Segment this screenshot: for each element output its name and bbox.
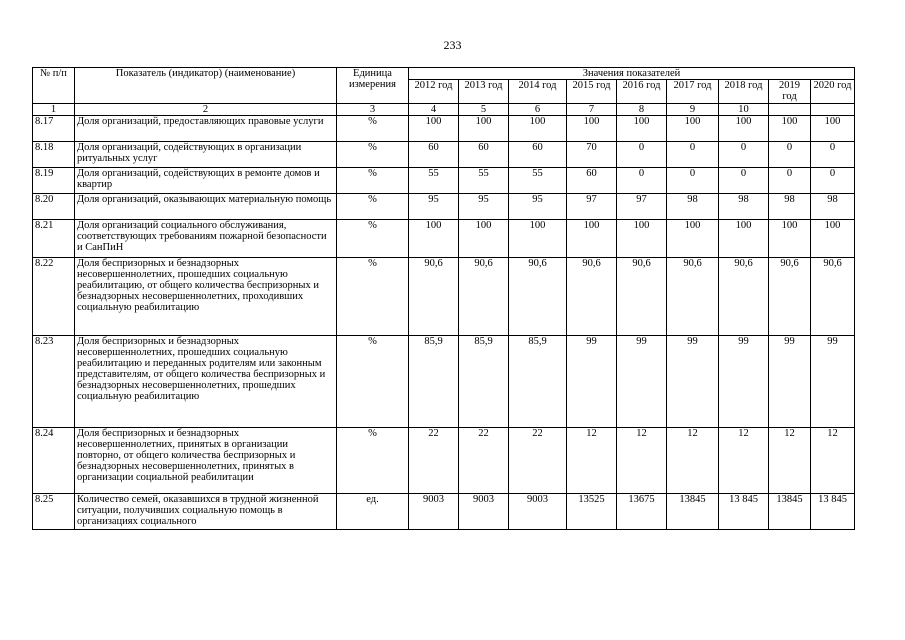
row-value: 13 845 (719, 494, 769, 530)
row-value: 12 (769, 428, 811, 494)
row-value: 100 (811, 220, 855, 258)
row-value: 0 (667, 142, 719, 168)
column-number: 10 (719, 104, 769, 116)
row-value: 22 (459, 428, 509, 494)
row-indicator: Доля организаций, предоставляющих правовые услуги (75, 116, 337, 142)
row-value: 97 (617, 194, 667, 220)
row-value: 90,6 (617, 258, 667, 336)
row-number: 8.19 (33, 168, 75, 194)
row-number: 8.21 (33, 220, 75, 258)
row-value: 55 (459, 168, 509, 194)
row-value: 60 (409, 142, 459, 168)
table-body (33, 116, 855, 530)
row-value: 12 (811, 428, 855, 494)
header-year: 2017 год (667, 80, 719, 104)
row-value: 13675 (617, 494, 667, 530)
row-number: 8.23 (33, 336, 75, 428)
row-number: 8.22 (33, 258, 75, 336)
row-value: 100 (617, 220, 667, 258)
row-number: 8.20 (33, 194, 75, 220)
row-indicator: Доля беспризорных и безнадзорных несовершеннолетних, прошедших социальную реабилитацию, от общего количества беспризорных и безнадзорных несовершеннолетних, проходивших социальную реабилитацию (75, 258, 337, 336)
row-value: 0 (769, 168, 811, 194)
row-value: 0 (719, 168, 769, 194)
table-row (33, 116, 855, 142)
row-value: 9003 (459, 494, 509, 530)
row-value: 0 (617, 142, 667, 168)
row-value: 13 845 (811, 494, 855, 530)
row-indicator: Доля беспризорных и безнадзорных несовершеннолетних, прошедших социальную реабилитацию и переданных родителям или законным представителям, от общего количества беспризорных и безнадзорных несовершеннолетних, прошедших социальную реабилитацию (75, 336, 337, 428)
row-value: 90,6 (509, 258, 567, 336)
row-value: 85,9 (509, 336, 567, 428)
header-year: 2016 год (617, 80, 667, 104)
row-value: 90,6 (567, 258, 617, 336)
row-value: 60 (509, 142, 567, 168)
column-number: 7 (567, 104, 617, 116)
row-value: 98 (719, 194, 769, 220)
row-value: 97 (567, 194, 617, 220)
row-value: 98 (769, 194, 811, 220)
row-value: 100 (459, 116, 509, 142)
column-number-row (33, 104, 855, 116)
row-value: 98 (811, 194, 855, 220)
table-row (33, 258, 855, 336)
row-value: 12 (617, 428, 667, 494)
row-value: 13845 (769, 494, 811, 530)
header-year: 2018 год (719, 80, 769, 104)
row-value: 100 (567, 116, 617, 142)
row-value: 100 (617, 116, 667, 142)
row-unit: % (337, 168, 409, 194)
row-unit: % (337, 428, 409, 494)
table-row (33, 494, 855, 530)
row-unit: % (337, 336, 409, 428)
row-value: 100 (459, 220, 509, 258)
row-value: 90,6 (667, 258, 719, 336)
row-value: 90,6 (769, 258, 811, 336)
header-values: Значения показателей (409, 68, 855, 80)
row-value: 13525 (567, 494, 617, 530)
row-value: 100 (509, 220, 567, 258)
row-unit: ед. (337, 494, 409, 530)
row-value: 55 (409, 168, 459, 194)
header-year: 2020 год (811, 80, 855, 104)
row-value: 0 (811, 142, 855, 168)
row-value: 70 (567, 142, 617, 168)
row-value: 100 (667, 220, 719, 258)
row-value: 100 (409, 116, 459, 142)
header-year: 2019 год (769, 80, 811, 104)
row-number: 8.24 (33, 428, 75, 494)
row-unit: % (337, 116, 409, 142)
row-value: 22 (509, 428, 567, 494)
row-value: 22 (409, 428, 459, 494)
row-value: 13845 (667, 494, 719, 530)
row-value: 95 (459, 194, 509, 220)
row-value: 90,6 (719, 258, 769, 336)
table-row (33, 336, 855, 428)
column-number (811, 104, 855, 116)
header-indicator: Показатель (индикатор) (наименование) (75, 68, 337, 104)
row-unit: % (337, 142, 409, 168)
row-indicator: Количество семей, оказавшихся в трудной жизненной ситуации, получивших социальную помощь в организациях социального (75, 494, 337, 530)
row-value: 0 (667, 168, 719, 194)
row-value: 0 (769, 142, 811, 168)
column-number: 6 (509, 104, 567, 116)
row-unit: % (337, 258, 409, 336)
row-value: 0 (617, 168, 667, 194)
row-value: 100 (719, 116, 769, 142)
row-value: 60 (459, 142, 509, 168)
column-number: 5 (459, 104, 509, 116)
row-indicator: Доля беспризорных и безнадзорных несовершеннолетних, принятых в организации повторно, от общего количества беспризорных и безнадзорных несовершеннолетних, принятых в организации социальной реабилитации (75, 428, 337, 494)
column-number: 3 (337, 104, 409, 116)
row-value: 12 (719, 428, 769, 494)
row-value: 90,6 (811, 258, 855, 336)
column-number: 9 (667, 104, 719, 116)
row-value: 90,6 (409, 258, 459, 336)
row-value: 99 (769, 336, 811, 428)
row-value: 100 (509, 116, 567, 142)
row-indicator: Доля организаций, содействующих в организации ритуальных услуг (75, 142, 337, 168)
row-value: 100 (719, 220, 769, 258)
column-number (769, 104, 811, 116)
row-value: 100 (769, 116, 811, 142)
row-value: 85,9 (459, 336, 509, 428)
column-number: 1 (33, 104, 75, 116)
row-value: 99 (811, 336, 855, 428)
table-row (33, 142, 855, 168)
table-row (33, 194, 855, 220)
row-number: 8.17 (33, 116, 75, 142)
row-value: 99 (617, 336, 667, 428)
row-value: 100 (769, 220, 811, 258)
row-value: 60 (567, 168, 617, 194)
column-number: 8 (617, 104, 667, 116)
row-number: 8.18 (33, 142, 75, 168)
row-value: 0 (719, 142, 769, 168)
page-number: 233 (443, 38, 462, 52)
column-number: 2 (75, 104, 337, 116)
row-number: 8.25 (33, 494, 75, 530)
header-year: 2015 год (567, 80, 617, 104)
row-indicator: Доля организаций социального обслуживания, соответствующих требованиям пожарной безопасности и СанПиН (75, 220, 337, 258)
row-unit: % (337, 220, 409, 258)
row-value: 0 (811, 168, 855, 194)
row-value: 12 (567, 428, 617, 494)
row-value: 95 (409, 194, 459, 220)
table-row (33, 220, 855, 258)
row-value: 85,9 (409, 336, 459, 428)
row-value: 99 (719, 336, 769, 428)
row-value: 98 (667, 194, 719, 220)
header-num: № п/п (33, 68, 75, 104)
row-value: 99 (567, 336, 617, 428)
row-value: 100 (811, 116, 855, 142)
row-value: 95 (509, 194, 567, 220)
header-year: 2014 год (509, 80, 567, 104)
indicators-table (32, 67, 855, 530)
header-unit: Единица измерения (337, 68, 409, 104)
row-value: 90,6 (459, 258, 509, 336)
row-unit: % (337, 194, 409, 220)
table-row (33, 428, 855, 494)
row-value: 100 (667, 116, 719, 142)
row-value: 9003 (409, 494, 459, 530)
row-value: 100 (409, 220, 459, 258)
column-number: 4 (409, 104, 459, 116)
header-year: 2012 год (409, 80, 459, 104)
row-value: 9003 (509, 494, 567, 530)
table-row (33, 168, 855, 194)
row-value: 12 (667, 428, 719, 494)
row-value: 100 (567, 220, 617, 258)
header-year: 2013 год (459, 80, 509, 104)
row-indicator: Доля организаций, содействующих в ремонте домов и квартир (75, 168, 337, 194)
row-value: 99 (667, 336, 719, 428)
row-indicator: Доля организаций, оказывающих материальную помощь (75, 194, 337, 220)
row-value: 55 (509, 168, 567, 194)
